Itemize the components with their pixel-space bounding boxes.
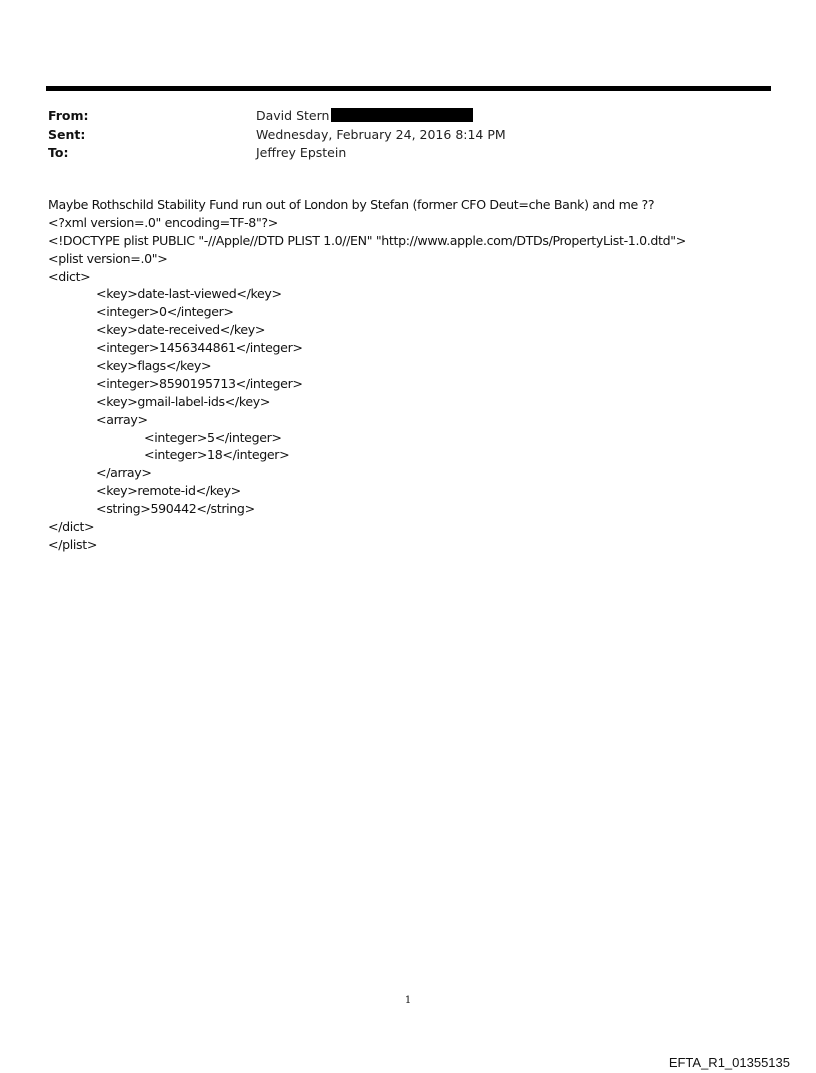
redaction-block (331, 108, 473, 122)
page-number: 1 (404, 995, 412, 1006)
from-value: David Stern (256, 108, 330, 123)
sent-value: Wednesday, February 24, 2016 8:14 PM (256, 126, 506, 142)
dict-open: <dict> (48, 268, 91, 284)
from-label: From: (48, 108, 89, 123)
to-label: To: (48, 145, 69, 160)
email-body (48, 196, 788, 554)
code-line: <key>gmail-label-ids</key> (96, 393, 271, 409)
code-line: <string>590442</string> (96, 501, 255, 517)
dict-close: </dict> (48, 519, 95, 535)
code-line: <integer>0</integer> (96, 304, 234, 320)
code-line: <array> (96, 411, 148, 427)
code-line: <integer>5</integer> (144, 429, 282, 445)
header-divider (46, 86, 771, 91)
code-line: <key>date-received</key> (96, 322, 266, 338)
plist-close: </plist> (48, 536, 98, 552)
from-value-wrap (256, 107, 473, 126)
doctype-line: <!DOCTYPE plist PUBLIC "-//Apple//DTD PLIST 1.0//EN" "http://www.apple.com/DTDs/PropertyList-1.0.dtd"> (48, 232, 686, 248)
code-line: <key>remote-id</key> (96, 483, 241, 499)
plist-open: <plist version=.0"> (48, 250, 168, 266)
code-line: <integer>1456344861</integer> (96, 340, 303, 356)
message-text: Maybe Rothschild Stability Fund run out of London by Stefan (former CFO Deut=che Bank) and me ?? (48, 197, 655, 212)
code-line: <key>date-last-viewed</key> (96, 286, 282, 302)
to-value: Jeffrey Epstein (256, 145, 347, 160)
document-id: EFTA_R1_01355135 (668, 1055, 790, 1070)
code-line: <key>flags</key> (96, 358, 212, 374)
code-line: <integer>18</integer> (144, 447, 290, 463)
code-line: <integer>8590195713</integer> (96, 375, 303, 391)
xml-declaration: <?xml version=.0" encoding=TF-8"?> (48, 214, 278, 230)
sent-label: Sent: (48, 126, 86, 142)
code-line: </array> (96, 465, 152, 481)
